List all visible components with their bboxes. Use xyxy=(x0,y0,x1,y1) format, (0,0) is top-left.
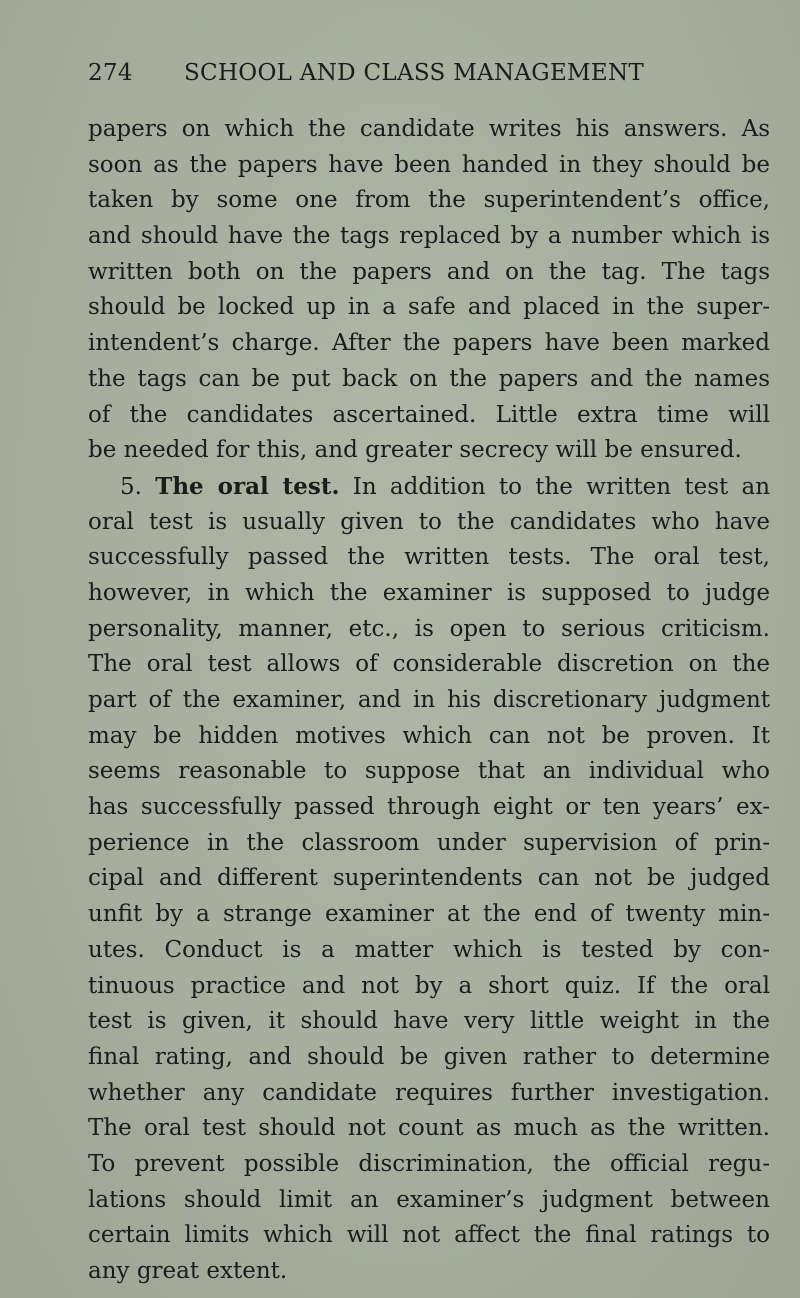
running-head xyxy=(88,53,770,93)
text-line: certain limits which will not affect the final ratings to xyxy=(88,1222,770,1249)
text-line: test is given, it should have very little weight in the xyxy=(88,1008,770,1035)
text-line: tinuous practice and not by a short quiz. If the oral xyxy=(88,972,770,999)
text-line: oral test is usually given to the candidates who have xyxy=(88,508,770,535)
text-line: whether any candidate requires further investigation. xyxy=(88,1079,770,1106)
text-line: final rating, and should be given rather to determine xyxy=(88,1043,770,1070)
section-first-line-text: In addition to the written test an xyxy=(352,473,770,500)
text-line: part of the examiner, and in his discretionary judgment xyxy=(88,687,770,713)
text-line: written both on the papers and on the tag. The tags xyxy=(88,258,770,285)
running-title: SCHOOL AND CLASS MANAGEMENT xyxy=(184,60,645,86)
text-line: To prevent possible discrimination, the official regu- xyxy=(88,1150,770,1177)
text-line: taken by some one from the superintendent’s office, xyxy=(88,187,770,214)
text-line: any great extent. xyxy=(88,1258,288,1284)
text-line: successfully passed the written tests. The oral test, xyxy=(88,544,770,571)
section-first-line xyxy=(88,469,770,505)
text-line: perience in the classroom under supervision of prin- xyxy=(88,829,770,856)
text-line: should be locked up in a safe and placed in the super- xyxy=(88,294,770,321)
text-line: unfit by a strange examiner at the end of twenty min- xyxy=(88,901,770,928)
text-line: The oral test should not count as much as the written. xyxy=(88,1115,770,1142)
text-line: of the candidates ascertained. Little extra time will xyxy=(88,401,770,428)
section-number: 5. xyxy=(120,473,142,500)
text-line: be needed for this, and greater secrecy will be ensured. xyxy=(88,437,742,464)
text-line: papers on which the candidate writes his answers. As xyxy=(88,116,770,142)
text-line: however, in which the examiner is supposed to judge xyxy=(88,579,770,606)
page-number: 274 xyxy=(88,60,133,86)
text-line: may be hidden motives which can not be proven. It xyxy=(88,722,770,749)
text-line: utes. Conduct is a matter which is tested by con- xyxy=(88,936,770,963)
section-heading: The oral test. xyxy=(155,472,340,500)
text-line: personality, manner, etc., is open to serious criticism. xyxy=(88,615,770,642)
text-line: soon as the papers have been handed in they should be xyxy=(88,151,770,178)
text-line: the tags can be put back on the papers and the names xyxy=(88,365,770,392)
text-line: and should have the tags replaced by a number which is xyxy=(88,223,770,250)
body-text xyxy=(88,112,770,1290)
text-line: seems reasonable to suppose that an individual who xyxy=(88,758,770,785)
text-line: The oral test allows of considerable discretion on the xyxy=(88,651,770,678)
text-line: intendent’s charge. After the papers have been marked xyxy=(88,330,770,357)
text-line: lations should limit an examiner’s judgment between xyxy=(88,1186,770,1213)
text-line: has successfully passed through eight or ten years’ ex- xyxy=(88,794,770,821)
text-line: cipal and different superintendents can not be judged xyxy=(88,865,770,892)
